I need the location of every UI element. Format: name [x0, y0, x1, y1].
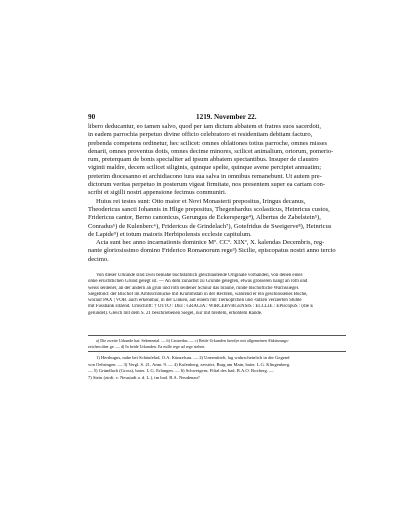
text-line: in eadem parrochia perpetuo divine officio celebratoro et residentiam debitam facturo,	[88, 131, 313, 139]
footnote-line: von Oehringen. — 3) Vergl. S. 21, Anm. 9. — 4) Kulenberg, zerstört, Burg am Main, baier. L.G. Klingenberg.	[88, 361, 291, 367]
note-line: ohne ersichtlichen Grund gelegt ist. — An dem zunächst zu Grunde gelegten, etwas grösseren hängt an roth und	[88, 279, 308, 285]
text-line: decimo.	[88, 255, 109, 263]
footnote-line: a) Die zweite Urkunde hat: Sekenental. — b) Caturedus. — c) Beide Urkunden fuerdye mit allgemeinen Abkürzungs-	[96, 338, 290, 343]
text-line: Huius rei testes sunt: Otto maior et Novi Monasterii prepositus, Iringus decanus,	[96, 197, 306, 205]
note-line: worauf PAX | VOB. auch erkennbar, in der Linken, auf einem mit Tierköpfchen und -tatzen verzierten Stuhle	[88, 298, 302, 304]
text-line: Conradus⁶) de Kulenberc⁶), Fridericus de Grindelach⁷), Gotefridus de Sweigerve⁸), Heinricus	[88, 222, 332, 230]
header-date: 1219. November 22.	[196, 113, 257, 121]
text-line: Fridericus cantor, Berno canonicus, Gerungus de Eckersperge⁴), Albertus de Zabelstein⁵),	[88, 214, 321, 222]
charter-text	[88, 123, 346, 264]
text-line: Theodericus sancti Iohannis in Hlige prepositus, Thegenhardus scolasticus, Heinricus custos,	[88, 205, 330, 213]
footnote-line: zeichen über ge. — d) In beide Urkunden. Ea mille rege ad rege stehen.	[88, 343, 206, 349]
text-line: de Lapide⁹) et totum maioris Herbipolensis ecclesie capitulum.	[88, 230, 252, 238]
note-line: Von dieser Urkunde sind zwei beinahe buchstäblich gleichlautende Originale vorhanden, von denen eines	[96, 273, 303, 278]
editorial-note	[88, 273, 346, 317]
text-line: scribi et sigilli nostri appensione fecimus communiri.	[88, 189, 227, 197]
text-line: prebenda competens ordinetur, hec scilicet: omnes oblationes totius parroche, omnes misses	[88, 139, 328, 147]
text-line: libero deducantur, eo tamen salvo, quod per iam dictum abbatem et fratres suos sacerdoti,	[88, 123, 321, 130]
footnote-divider	[88, 335, 346, 336]
note-line: gerundet). Gleich mit dem S. 21 beschriebenen Siegel, nur mit breitem, erhöhtem Rande.	[88, 310, 263, 316]
text-line: preterim diocesanno et archidiacono iura sua salva in omnibus remanebunt. Ut autem pre-	[88, 172, 322, 180]
note-line: Siegelbild: der Bischof im Amtsschmucke mit Krummstab in der Rechten, während er ein geschlossenes Buche,	[88, 291, 308, 297]
page-number: 90	[88, 113, 96, 121]
footnote-line: 7) Stein (zirdt. v. Neustadt a. d. L.), im bad. B.A. Neudenau?	[88, 374, 200, 380]
place-name-notes	[88, 355, 346, 381]
footnote-line: — 5) Gründlach (Gross), baier. L.G. Erlangen. — 6) Schweigern, Filial des bad. B.A.O. Boxberg. —	[88, 368, 274, 374]
note-line: weiss seidener, an der andern an grün und roth seidener Schnur das braune, runde bischöfliche Wachssiegel.	[88, 285, 300, 291]
footnote-line: 1) Herthugus, nahe bei Schäufelad, O.A. Künzelsau. — 2) Unermittelt, lag wahrscheinlich in der Gegend	[96, 355, 290, 360]
text-line: rum, preterquam de bonis specialiter ad ipsum abbatem spectantibus. Insuper de claustro	[88, 156, 319, 164]
footnote-divider	[88, 351, 346, 352]
text-variant-notes	[88, 338, 346, 349]
running-header	[88, 113, 346, 123]
text-line: Acta sunt hec anno incarnationis dominice Mº. CCº. XIXº, X. kalendas Decembris, reg-	[96, 239, 325, 247]
text-line: denarii, omnes proventus dotis, omnes decime minores, scilicet animalium, ortorum, pomerio-	[88, 147, 334, 155]
note-line: mit Fussbank sitzend. Umschrift: † OTTO : DEI : GRACIA : WIRCEBVRGENSIS : ECCLIE : EPiscopuS : (die E	[88, 304, 314, 310]
text-line: nante gloriosissimo domino Friderico Romanorum rege³) Sicilie, episcopatus nostri anno tercio	[88, 247, 336, 255]
text-line: dictorum veritas perpetuo in posterum vigeat firmitate, nos presentem super ea cartam con-	[88, 181, 325, 189]
text-line: viginti maldre, decem scilicet siliginis, quinque spelte, quinque avene percipiet annuatim;	[88, 164, 322, 172]
